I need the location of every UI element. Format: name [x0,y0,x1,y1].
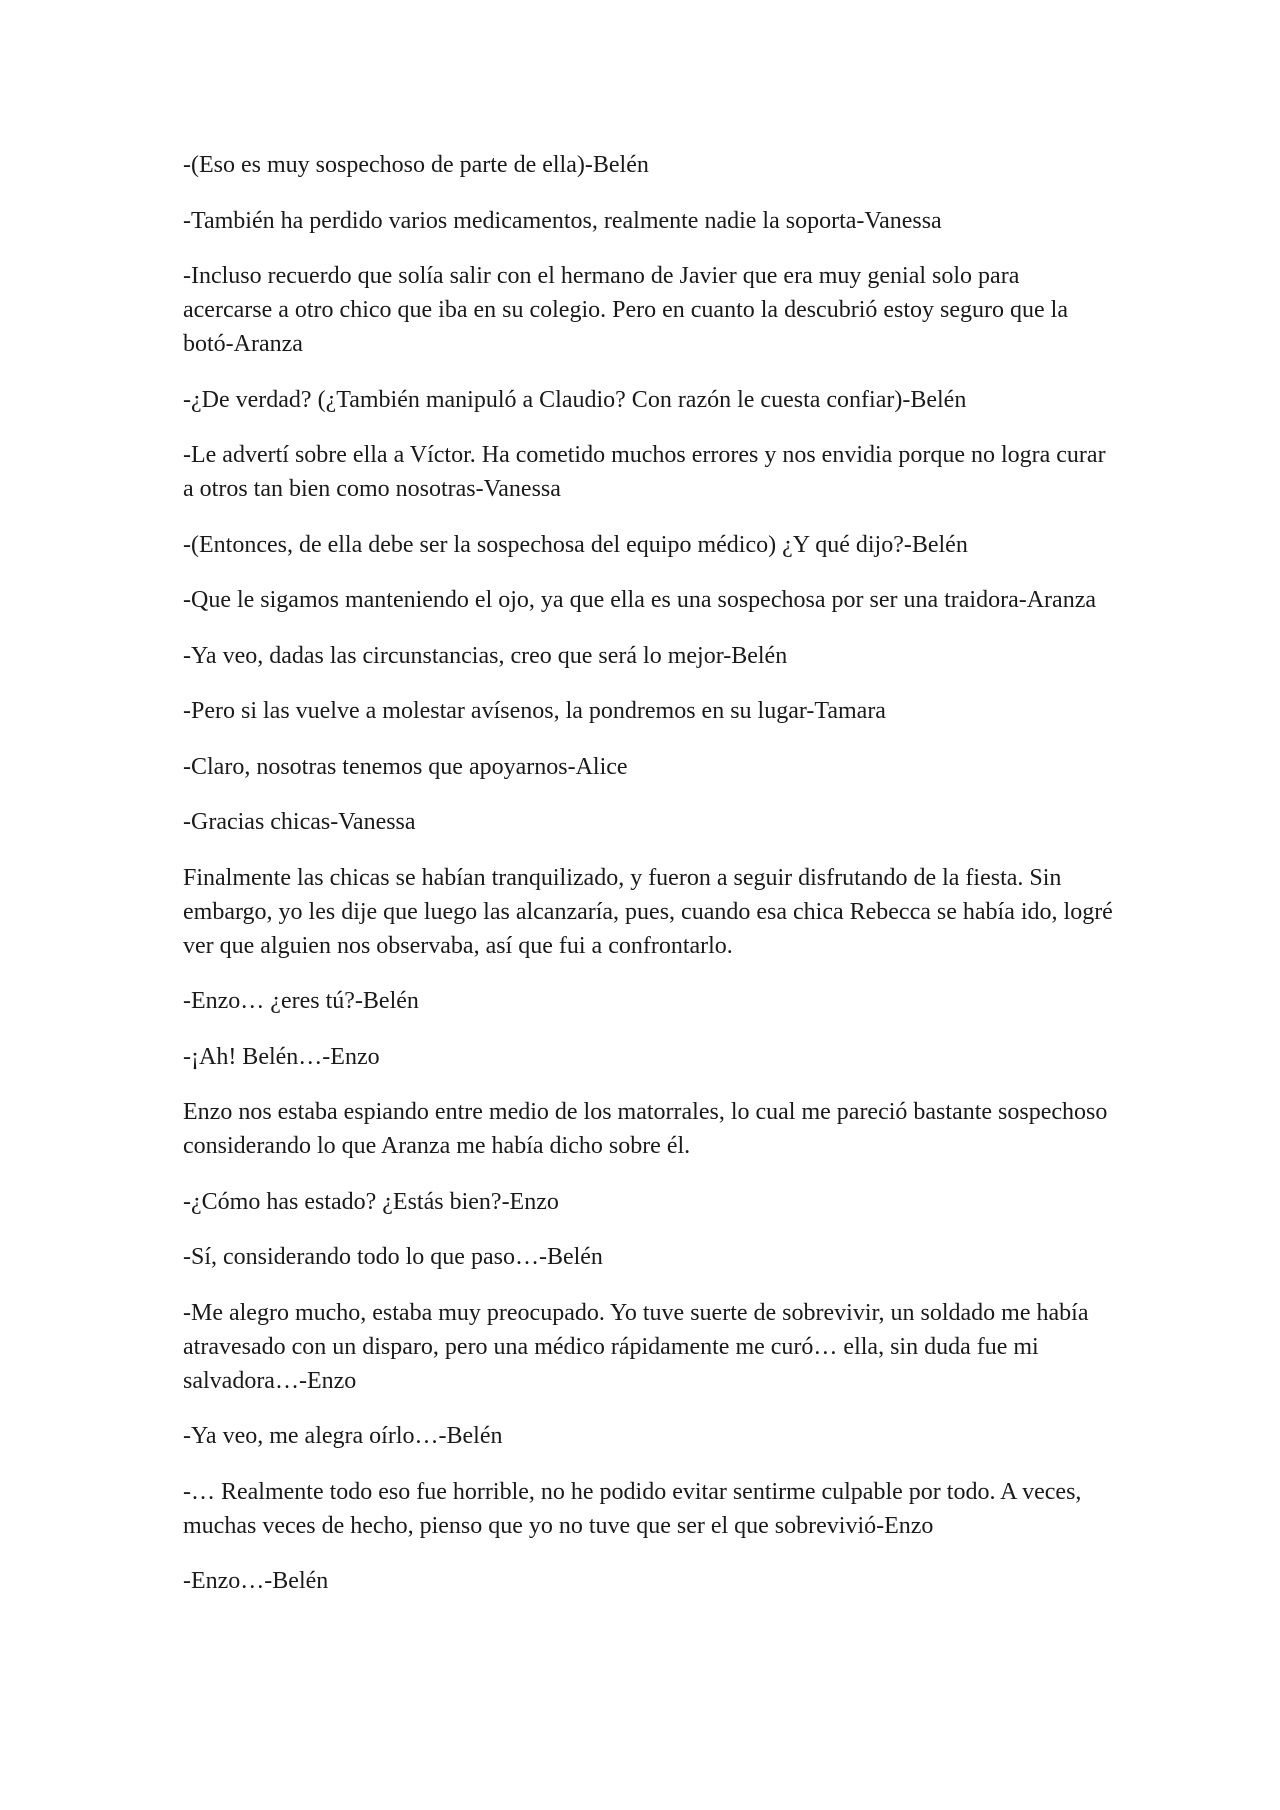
paragraph: -¿Cómo has estado? ¿Estás bien?-Enzo [183,1188,559,1215]
paragraph: Enzo nos estaba espiando entre medio de los matorrales, lo cual me pareció bastante sospechoso considerando lo que Aranza me había dicho sobre él. [183,1099,1108,1159]
paragraph: -¿De verdad? (¿También manipuló a Claudio? Con razón le cuesta confiar)-Belén [183,386,967,413]
paragraph: -… Realmente todo eso fue horrible, no he podido evitar sentirme culpable por todo. A veces, muchas veces de hecho, pienso que yo no tuve que ser el que sobrevivió-Enzo [183,1478,1082,1539]
paragraph: -Sí, considerando todo lo que paso…-Belén [183,1244,603,1270]
paragraph: -Pero si las vuelve a molestar avísenos, la pondremos en su lugar-Tamara [183,698,886,724]
paragraph: -Ya veo, dadas las circunstancias, creo que será lo mejor-Belén [183,642,788,669]
paragraph: -Enzo… ¿eres tú?-Belén [183,988,419,1014]
paragraph: -(Entonces, de ella debe ser la sospechosa del equipo médico) ¿Y qué dijo?-Belén [183,531,968,558]
paragraph: -Me alegro mucho, estaba muy preocupado. Yo tuve suerte de sobrevivir, un soldado me había atravesado con un disparo, pero una médico rápidamente me curó… ella, sin duda fue mi salvadora…-Enzo [183,1299,1089,1394]
paragraph: -Le advertí sobre ella a Víctor. Ha cometido muchos errores y nos envidia porque no logra curar a otros tan bien como nosotras-Vanessa [183,442,1106,502]
paragraph: -Enzo…-Belén [183,1568,329,1594]
paragraph: -Incluso recuerdo que solía salir con el hermano de Javier que era muy genial solo para acercarse a otro chico que iba en su colegio. Pero en cuanto la descubrió estoy seguro que la botó-Aranza [183,263,1068,357]
paragraph: -Gracias chicas-Vanessa [183,809,416,835]
document-body [183,148,1113,1620]
paragraph: -También ha perdido varios medicamentos, realmente nadie la soporta-Vanessa [183,207,942,234]
paragraph: -Que le sigamos manteniendo el ojo, ya que ella es una sospechosa por ser una traidora-Aranza [183,587,1097,613]
paragraph: -Ya veo, me alegra oírlo…-Belén [183,1423,503,1449]
paragraph: -¡Ah! Belén…-Enzo [183,1043,380,1070]
paragraph: -Claro, nosotras tenemos que apoyarnos-Alice [183,753,628,780]
paragraph: Finalmente las chicas se habían tranquilizado, y fueron a seguir disfrutando de la fiesta. Sin embargo, yo les dije que luego las alcanzaría, pues, cuando esa chica Rebecca se había ido, logré ver que alguien nos observaba, así que fui a confrontarlo. [183,864,1113,959]
paragraph: -(Eso es muy sospechoso de parte de ella)-Belén [183,152,649,178]
